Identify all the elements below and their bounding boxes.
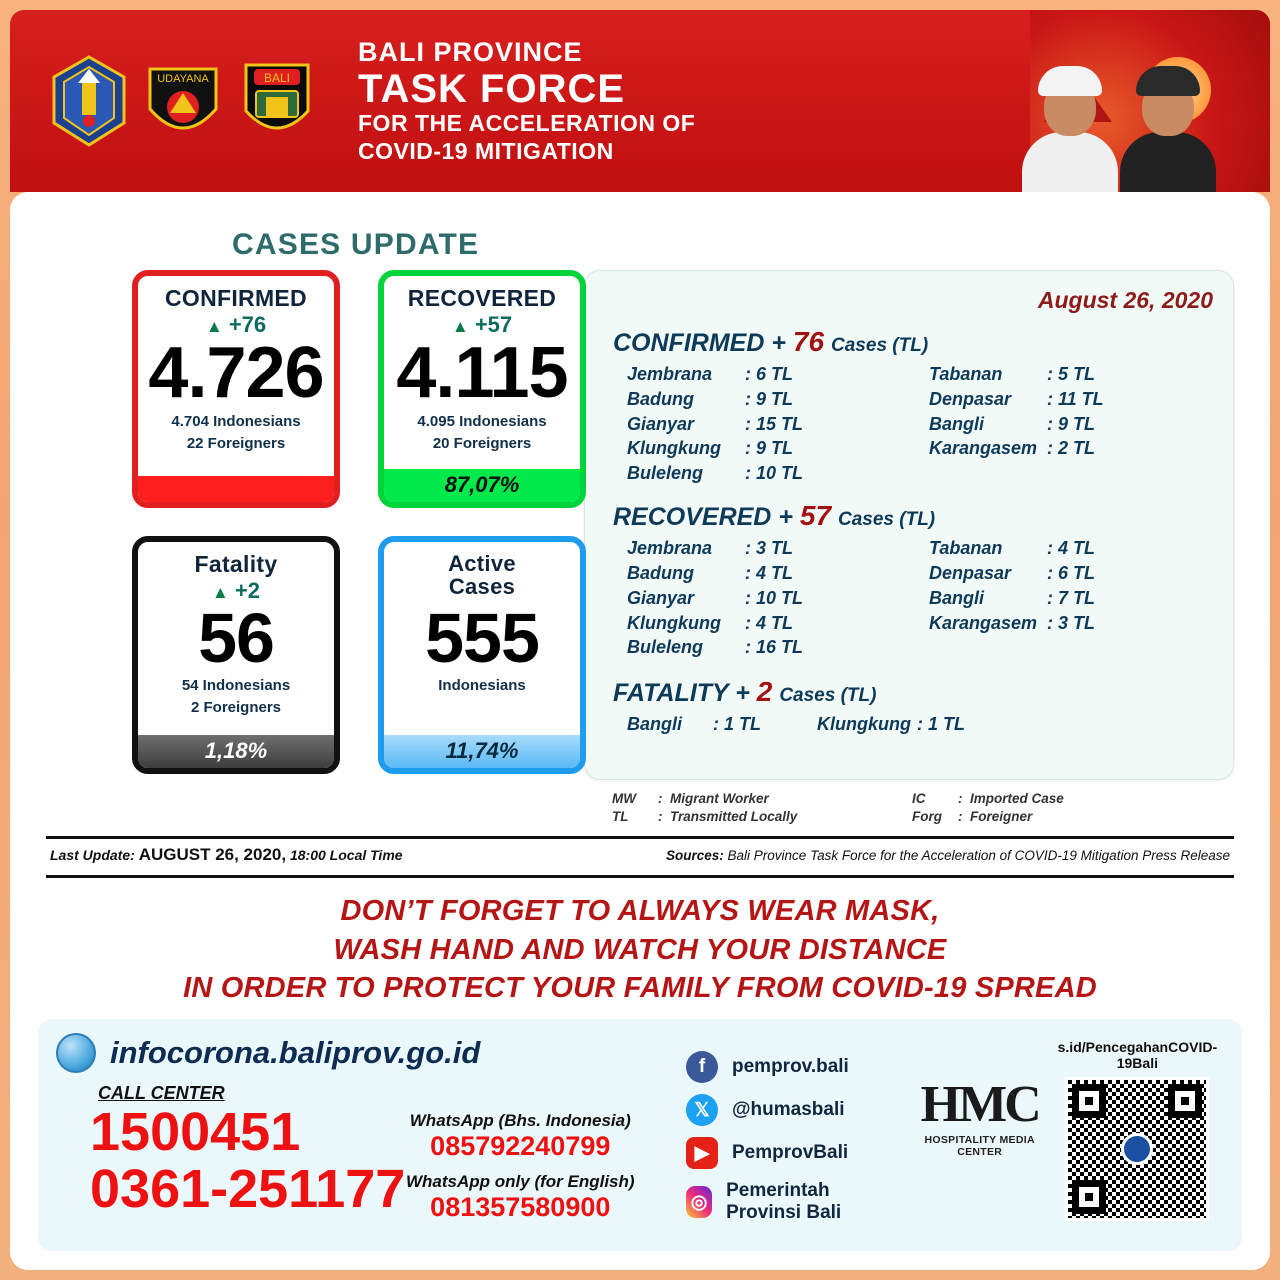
shortlink-text: s.id/PencegahanCOVID-19Bali — [1057, 1039, 1218, 1072]
stat-label: RECOVERED — [407, 285, 557, 311]
region-row: Bangli : 1 TL — [627, 714, 761, 735]
region-row: Bangli : 9 TL — [929, 413, 1095, 434]
recovered-left-column — [627, 536, 911, 660]
stat-label-line-2: Cases — [448, 574, 516, 600]
whatsapp-block — [406, 1111, 635, 1233]
up-arrow-icon: ▲ — [451, 317, 469, 337]
stat-percent: 11,74% — [384, 735, 580, 768]
region-row: Badung : 4 TL — [627, 562, 793, 583]
confirmed-right-column — [929, 362, 1213, 486]
stat-percent: 87,07% — [384, 469, 580, 502]
last-update-date: AUGUST 26, 2020, — [138, 845, 287, 865]
footer — [38, 1019, 1242, 1251]
region-row: Gianyar : 10 TL — [627, 587, 804, 608]
stat-card-confirmed — [132, 270, 340, 508]
qr-code[interactable] — [1065, 1077, 1209, 1221]
bali-police-emblem-icon — [238, 55, 316, 147]
update-bar — [32, 839, 1248, 871]
recovered-right-column — [929, 536, 1213, 660]
stat-sub-1: 4.095 Indonesians — [417, 412, 547, 430]
legend-item: Forg : Foreigner — [912, 809, 1033, 825]
social-handle[interactable]: PemprovBali — [732, 1142, 849, 1164]
poster-header — [10, 10, 1270, 192]
breakdown-panel — [584, 270, 1234, 780]
official-portrait-1 — [1044, 78, 1118, 192]
header-title-block — [358, 37, 695, 165]
stat-label: Fatality — [194, 551, 278, 577]
call-center-number-2[interactable]: 0361-251177 — [90, 1158, 406, 1219]
social-item-facebook[interactable] — [686, 1051, 909, 1083]
stat-sub-1: 54 Indonesians — [181, 676, 291, 694]
legend-block — [612, 790, 1234, 826]
facebook-icon: f — [686, 1051, 718, 1083]
portrait-body — [1120, 132, 1216, 192]
hmc-mark: HMC — [920, 1076, 1039, 1134]
official-portrait-2 — [1142, 78, 1216, 192]
header-line-1: BALI PROVINCE — [358, 36, 583, 67]
up-arrow-icon: ▲ — [211, 583, 229, 603]
region-row: Tabanan : 5 TL — [929, 364, 1095, 384]
svg-text:UDAYANA: UDAYANA — [157, 73, 209, 85]
header-line-3b: COVID-19 MITIGATION — [358, 137, 614, 164]
region-row: Klungkung : 9 TL — [627, 438, 793, 459]
fatality-region-rows — [627, 712, 1213, 737]
stat-percent — [138, 476, 334, 502]
udayana-military-emblem-icon — [144, 55, 222, 147]
stat-total: 4.726 — [148, 333, 324, 414]
stat-sub-1: 4.704 Indonesians — [171, 412, 301, 430]
main-area — [32, 270, 1248, 826]
stat-delta: ▲ +57 — [451, 312, 513, 338]
social-handle[interactable]: pemprov.bali — [732, 1056, 849, 1078]
last-update: Last Update: AUGUST 26, 2020, 18:00 Local Time — [50, 845, 403, 865]
region-row: Badung : 9 TL — [627, 388, 793, 409]
website-row[interactable] — [56, 1033, 676, 1073]
stat-grid — [132, 270, 566, 774]
udeng-headband-icon — [1136, 66, 1200, 96]
recovered-region-rows — [627, 536, 1213, 660]
sources: Sources: Bali Province Task Force for the Acceleration of COVID-19 Mitigation Press Release — [665, 848, 1230, 864]
stat-percent: 1,18% — [138, 735, 334, 768]
legend-item: MW : Migrant Worker — [612, 791, 769, 806]
region-row: Karangasem : 2 TL — [929, 438, 1095, 459]
confirmed-count: 76 — [792, 326, 825, 357]
stat-sub-1: Indonesians — [438, 676, 526, 694]
qr-center-logo-icon — [1121, 1133, 1153, 1165]
up-arrow-icon: ▲ — [205, 317, 223, 337]
recovered-count: 57 — [799, 500, 832, 532]
stat-delta: ▲ +76 — [205, 312, 267, 338]
qr-block — [1051, 1033, 1224, 1237]
whatsapp-label-1: WhatsApp (Bhs. Indonesia) — [409, 1111, 631, 1131]
stat-total: 56 — [198, 599, 274, 678]
region-row: Tabanan : 4 TL — [929, 538, 1095, 559]
section-title-recovered: RECOVERED + 57 Cases (TL) — [613, 500, 936, 532]
social-handle[interactable]: Pemerintah Provinsi Bali — [726, 1180, 842, 1224]
stat-card-fatality — [132, 536, 340, 774]
region-row: Jembrana : 6 TL — [627, 364, 793, 384]
section-title-fatality: FATALITY + 2 Cases (TL) — [613, 676, 877, 708]
stat-sub-2: 22 Foreigners — [186, 435, 286, 453]
portrait-head — [1044, 78, 1096, 136]
confirmed-region-rows — [627, 362, 1213, 486]
stat-sub-2: 20 Foreigners — [432, 435, 532, 453]
social-item-youtube[interactable] — [686, 1137, 909, 1169]
social-item-twitter[interactable] — [686, 1094, 909, 1126]
bali-province-emblem-icon — [50, 55, 128, 147]
confirmed-left-column — [627, 362, 911, 486]
legend-item: IC : Imported Case — [912, 791, 1064, 806]
stats-column — [46, 270, 566, 826]
globe-icon — [56, 1033, 96, 1073]
portrait-body — [1022, 132, 1118, 192]
footer-contact — [56, 1033, 676, 1237]
social-handle[interactable]: @humasbali — [732, 1099, 845, 1121]
udeng-headband-icon — [1038, 66, 1102, 96]
region-row: Klungkung : 1 TL — [817, 714, 965, 735]
whatsapp-number-1[interactable]: 085792240799 — [430, 1131, 611, 1162]
slogan-line-1: DON’T FORGET TO ALWAYS WEAR MASK, — [340, 895, 940, 928]
legend-item: TL : Transmitted Locally — [612, 809, 798, 825]
region-row: Denpasar : 11 TL — [929, 388, 1104, 409]
stat-delta: ▲ +2 — [211, 578, 261, 604]
report-date: August 26, 2020 — [1037, 287, 1213, 313]
qr-finder-bottom-left — [1072, 1180, 1106, 1214]
whatsapp-label-2: WhatsApp only (for English) — [406, 1172, 635, 1192]
hmc-logo — [921, 1033, 1039, 1237]
stat-total: 4.115 — [396, 333, 568, 414]
stat-label-line-1: Active — [448, 551, 516, 576]
slogan-line-3: IN ORDER TO PROTECT YOUR FAMILY FROM COVID-19 SPREAD — [183, 971, 1097, 1004]
page-title: CASES UPDATE — [232, 228, 480, 261]
region-row: Buleleng : 10 TL — [627, 463, 804, 484]
region-row: Karangasem : 3 TL — [929, 612, 1095, 633]
content-card — [10, 192, 1270, 1270]
social-list — [686, 1033, 909, 1237]
instagram-icon: ◎ — [686, 1186, 712, 1218]
officials-photo — [1030, 10, 1270, 192]
breakdown-column — [584, 270, 1234, 826]
region-row: Buleleng : 16 TL — [627, 637, 804, 658]
slogan-block — [32, 878, 1248, 1019]
youtube-icon: ▶ — [686, 1137, 718, 1169]
header-line-3a: FOR THE ACCELERATION OF — [358, 109, 696, 136]
fatality-count: 2 — [756, 676, 773, 708]
region-row: Gianyar : 15 TL — [627, 413, 804, 434]
region-row: Klungkung : 4 TL — [627, 612, 793, 633]
hmc-caption: HOSPITALITY MEDIA CENTER — [924, 1134, 1035, 1159]
whatsapp-number-2[interactable]: 081357580900 — [430, 1192, 611, 1223]
stat-sub-2: 2 Foreigners — [190, 699, 282, 717]
slogan-line-2: WASH HAND AND WATCH YOUR DISTANCE — [333, 933, 947, 966]
qr-finder-top-left — [1072, 1084, 1106, 1118]
twitter-icon: 𝕏 — [686, 1094, 718, 1126]
call-center-label: CALL CENTER — [98, 1083, 225, 1104]
social-item-instagram[interactable] — [686, 1180, 909, 1224]
svg-text:BALI: BALI — [263, 71, 291, 85]
stat-label: CONFIRMED — [165, 285, 307, 311]
stat-card-recovered — [378, 270, 586, 508]
stat-card-active — [378, 536, 586, 774]
footer-social-area — [676, 1033, 1224, 1237]
last-update-time: 18:00 Local Time — [289, 847, 403, 864]
region-row: Denpasar : 6 TL — [929, 562, 1095, 583]
header-line-2: TASK FORCE — [358, 66, 626, 111]
stat-total: 555 — [425, 599, 539, 678]
logo-group — [10, 55, 316, 147]
website-url[interactable]: infocorona.baliprov.go.id — [110, 1035, 481, 1071]
region-row: Bangli : 7 TL — [929, 587, 1095, 608]
call-center-number-1[interactable]: 1500451 — [90, 1102, 301, 1163]
qr-finder-top-right — [1168, 1084, 1202, 1118]
section-title-confirmed: CONFIRMED + 76 Cases (TL) — [613, 326, 929, 357]
region-row: Jembrana : 3 TL — [627, 538, 793, 559]
portrait-head — [1142, 78, 1194, 136]
